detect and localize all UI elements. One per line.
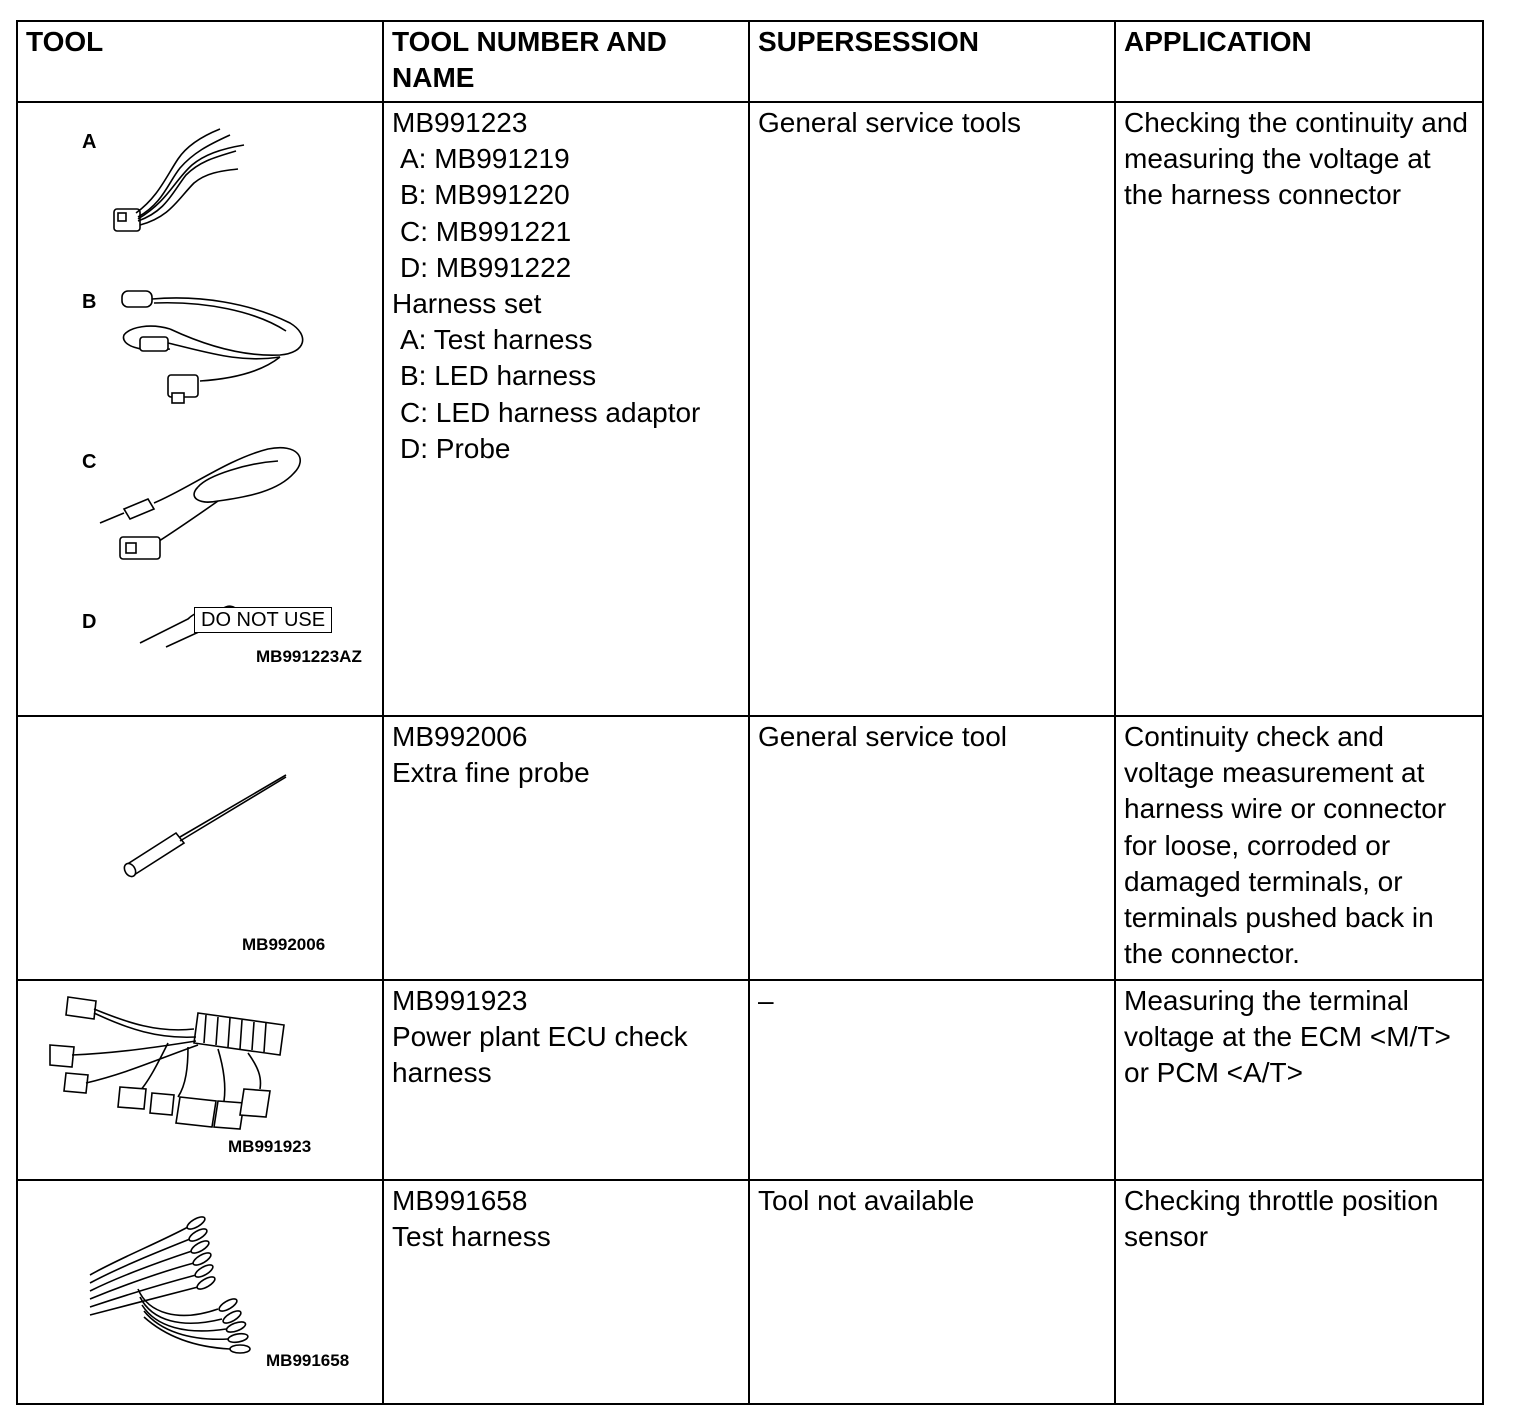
supersession-cell: General service tool: [749, 716, 1115, 980]
image-label-a: A: [82, 131, 97, 153]
image-caption: MB992006: [242, 935, 326, 954]
image-caption: MB991658: [266, 1351, 350, 1370]
tool-image-cell: [17, 980, 383, 1180]
extra-fine-probe-drawing: [118, 773, 298, 883]
table-row: [17, 980, 1483, 1180]
header-tool: TOOL: [17, 21, 383, 102]
header-row: [17, 21, 1483, 102]
led-harness-drawing: [110, 283, 320, 413]
tool-number-cell: MB991223 A: MB991219 B: MB991220 C: MB991221 D: MB991222 Harness set A: Test harness B: LED harness C: LED harness adaptor D: Probe: [383, 102, 749, 716]
application-cell: Checking the continuity and measuring the voltage at the harness connector: [1115, 102, 1483, 716]
header-tool-number-name: TOOL NUMBER AND NAME: [383, 21, 749, 102]
image-label-c: C: [82, 451, 97, 473]
application-cell: Measuring the terminal voltage at the ECM <M/T> or PCM <A/T>: [1115, 980, 1483, 1180]
table-row: [17, 102, 1483, 716]
image-caption: MB991923: [228, 1137, 312, 1156]
test-harness-drawing: [108, 123, 248, 253]
image-caption: MB991223AZ: [256, 647, 362, 666]
supersession-cell: –: [749, 980, 1115, 1180]
application-cell: Continuity check and voltage measurement at harness wire or connector for loose, corroded or damaged terminals, or terminals pushed back in the connector.: [1115, 716, 1483, 980]
tool-number-cell: MB991658 Test harness: [383, 1180, 749, 1404]
tool-image-cell: [17, 716, 383, 980]
do-not-use-label: DO NOT USE: [194, 607, 332, 633]
table-row: [17, 1180, 1483, 1404]
application-cell: Checking throttle position sensor: [1115, 1180, 1483, 1404]
supersession-cell: Tool not available: [749, 1180, 1115, 1404]
table-row: [17, 716, 1483, 980]
tool-number-cell: MB992006 Extra fine probe: [383, 716, 749, 980]
tool-number-cell: MB991923 Power plant ECU check harness: [383, 980, 749, 1180]
special-tools-table: [16, 20, 1484, 1405]
led-harness-adaptor-drawing: [98, 439, 318, 569]
ecu-check-harness-drawing: [48, 993, 298, 1143]
supersession-cell: General service tools: [749, 102, 1115, 716]
image-label-b: B: [82, 291, 97, 313]
header-application: APPLICATION: [1115, 21, 1483, 102]
image-label-d: D: [82, 611, 97, 633]
tool-image-cell: [17, 102, 383, 716]
tool-image-cell: [17, 1180, 383, 1404]
throttle-test-harness-drawing: [78, 1203, 258, 1353]
header-supersession: SUPERSESSION: [749, 21, 1115, 102]
